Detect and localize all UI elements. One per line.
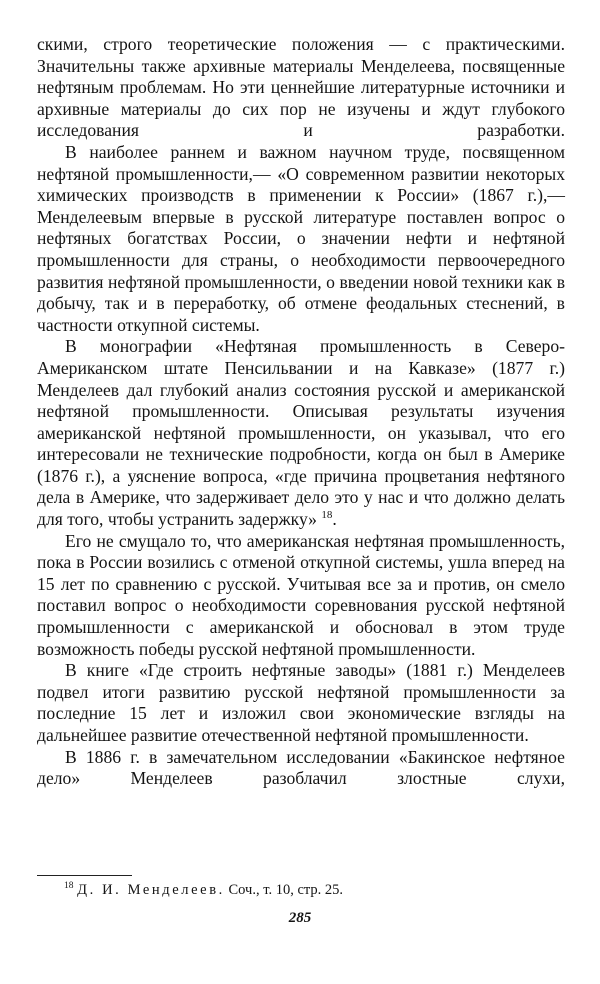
footnote-author: Д. И. Менделеев. <box>77 882 225 898</box>
paragraph-4: Его не смущало то, что американская нефтяная промышленность, пока в России возились с отменой откупной системы, ушла вперед на 15 лет по сравнению с русской. Учитывая все за и против, он смело поставил вопрос о необходимости соревнования русской нефтяной промышленности с американской и обосновал в этом труде возможность победы русской нефтяной промышленности. <box>37 530 565 659</box>
paragraph-3-tail: . <box>332 509 337 530</box>
footnote-divider <box>37 875 132 876</box>
footnote-reference[interactable]: 18 <box>321 509 333 522</box>
paragraph-6: В 1886 г. в замечательном исследовании «Бакинское нефтяное дело» Менделеев разоблачил злостные слухи, <box>37 746 565 789</box>
footnote <box>64 880 343 900</box>
footnote-number: 18 <box>64 881 74 892</box>
paragraph-2: В наиболее раннем и важном научном труде, посвященном нефтяной промышленности,— «О современном развитии некоторых химических производств в применении к России» (1867 г.),— Менделеевым впервые в русской литературе поставлен вопрос о нефтяных богатствах России, о значении нефти и нефтяной промышленности для страны, о необходимости первоочередного развития нефтяной промышленности, о введении новой техники как в добычу, так и в переработку, об отмене феодальных стеснений, в частности откупной системы. <box>37 141 565 335</box>
page-body <box>37 34 565 790</box>
paragraph-1: скими, строго теоретические положения — с практическими. Значительны также архивные материалы Менделеева, посвященные нефтяным проблемам. Но эти ценнейшие литературные источники и архивные материалы до сих пор не изучены и ждут глубокого исследования и разработки. <box>37 34 565 141</box>
page-number: 285 <box>288 910 312 926</box>
paragraph-5: В книге «Где строить нефтяные заводы» (1881 г.) Менделеев подвел итоги развитию русской нефтяной промышленности за последние 15 лет и изложил свои экономические взгляды на дальнейшее развитие отечественной нефтяной промышленности. <box>37 660 565 745</box>
paragraph-3 <box>37 336 565 530</box>
paragraph-3-text: В монографии «Нефтяная промышленность в Северо-Американском штате Пенсильвании и на Кавказе» (1877 г.) Менделеев дал глубокий анализ состояния русской и американской нефтяной промышленности. Описывая результаты изучения американской нефтяной промышленности, он указывал, что его интересовали не технические подробности, когда он был в Америке (1876 г.), а уяснение вопроса, «где причина процветания нефтяного дела в Америке, что задерживает дело это у нас и что должно делать для того, чтобы устранить задержку» <box>37 336 565 530</box>
footnote-source: Соч., т. 10, стр. 25. <box>228 882 344 898</box>
